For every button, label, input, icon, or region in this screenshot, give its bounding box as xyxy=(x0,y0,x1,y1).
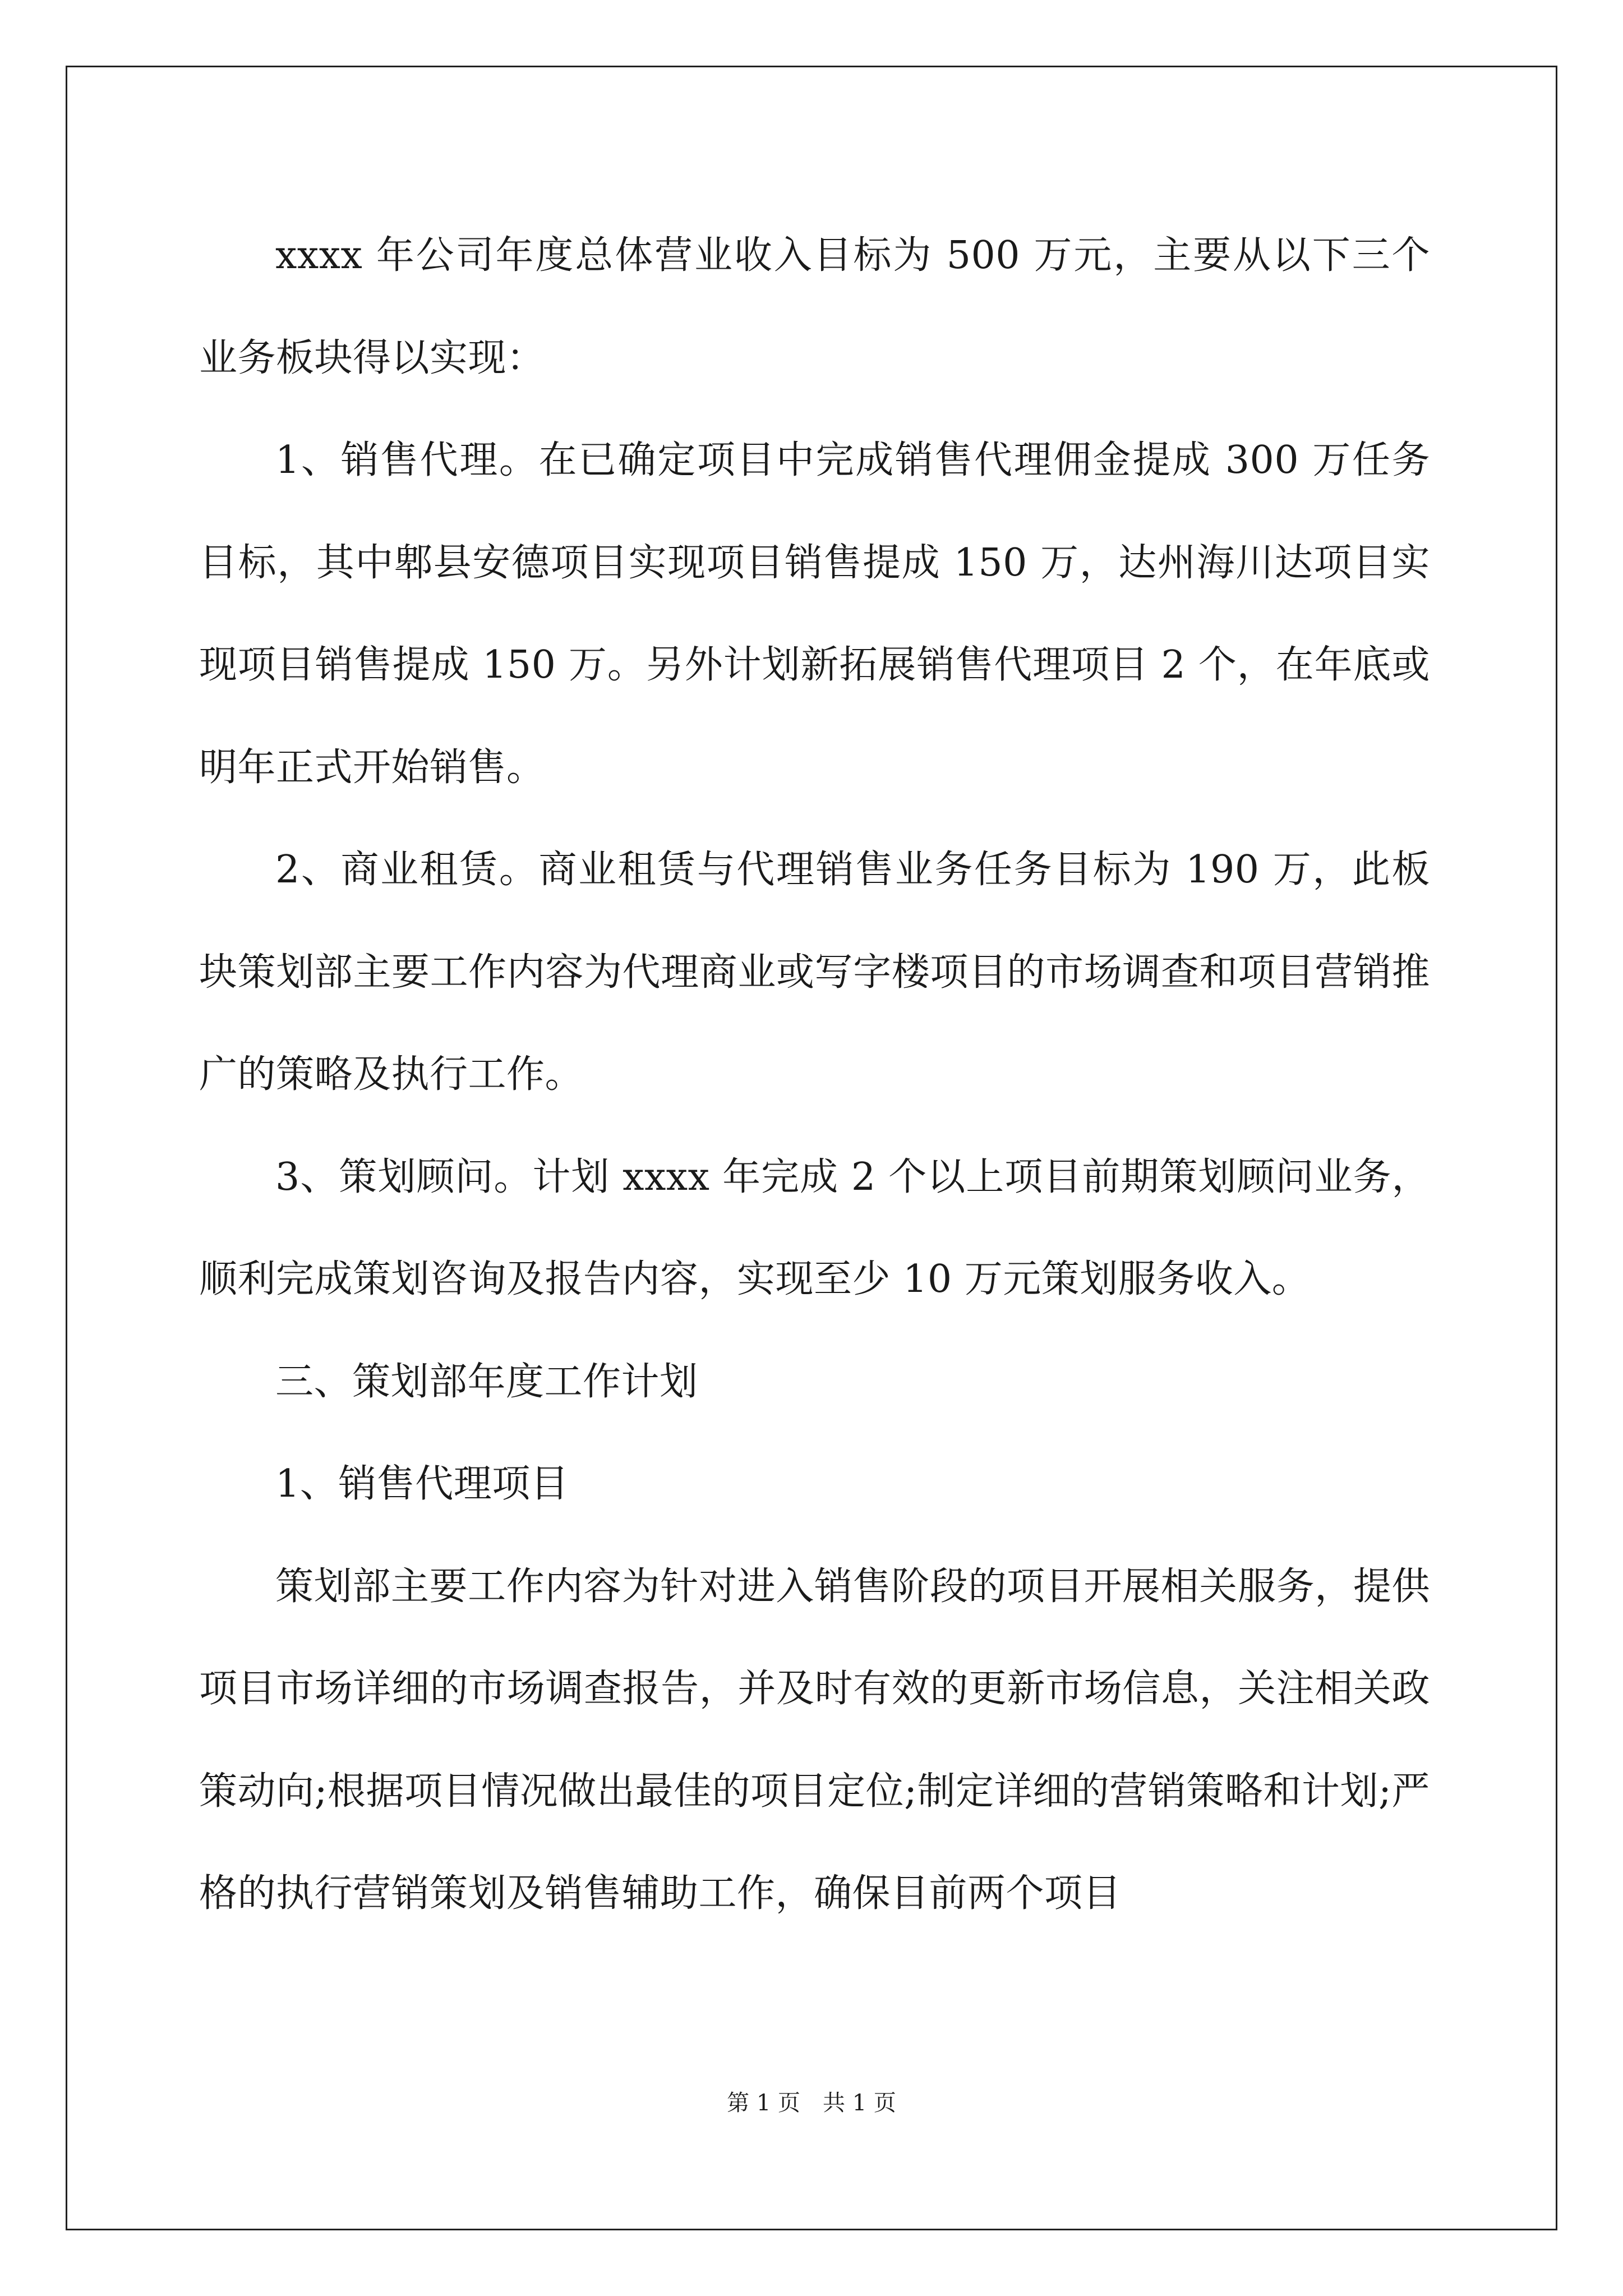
document-body xyxy=(199,205,1430,1945)
section-heading-annual-plan: 三、策划部年度工作计划 xyxy=(275,1359,698,1404)
subheading-sales-agency-projects: 1、销售代理项目 xyxy=(275,1462,569,1506)
page-total: 共 1 页 xyxy=(823,2090,896,2116)
page-number: 第 1 页 xyxy=(727,2090,800,2116)
paragraph-commercial-leasing: 2、商业租赁。商业租赁与代理销售业务任务目标为 190 万，此板块策划部主要工作内容为代理商业或写字楼项目的市场调查和项目营销推广的策略及执行工作。 xyxy=(199,848,1430,1097)
paragraph-revenue-target: xxxx 年公司年度总体营业收入目标为 500 万元，主要从以下三个业务板块得以实现： xyxy=(199,233,1430,380)
page-footer xyxy=(0,2086,1623,2120)
paragraph-planning-consulting: 3、策划顾问。计划 xxxx 年完成 2 个以上项目前期策划顾问业务，顺利完成策划咨询及报告内容，实现至少 10 万元策划服务收入。 xyxy=(199,1154,1430,1301)
paragraph-sales-agency: 1、销售代理。在已确定项目中完成销售代理佣金提成 300 万任务目标，其中郫县安德项目实现项目销售提成 150 万，达州海川达项目实现项目销售提成 150 万。另外计划新拓展销售代理项目 2 个，在年底或明年正式开始销售。 xyxy=(199,438,1430,790)
paragraph-planning-dept-work: 策划部主要工作内容为针对进入销售阶段的项目开展相关服务，提供项目市场详细的市场调查报告，并及时有效的更新市场信息，关注相关政策动向;根据项目情况做出最佳的项目定位;制定详细的营销策略和计划;严格的执行营销策划及销售辅助工作，确保目前两个项目 xyxy=(199,1564,1430,1916)
